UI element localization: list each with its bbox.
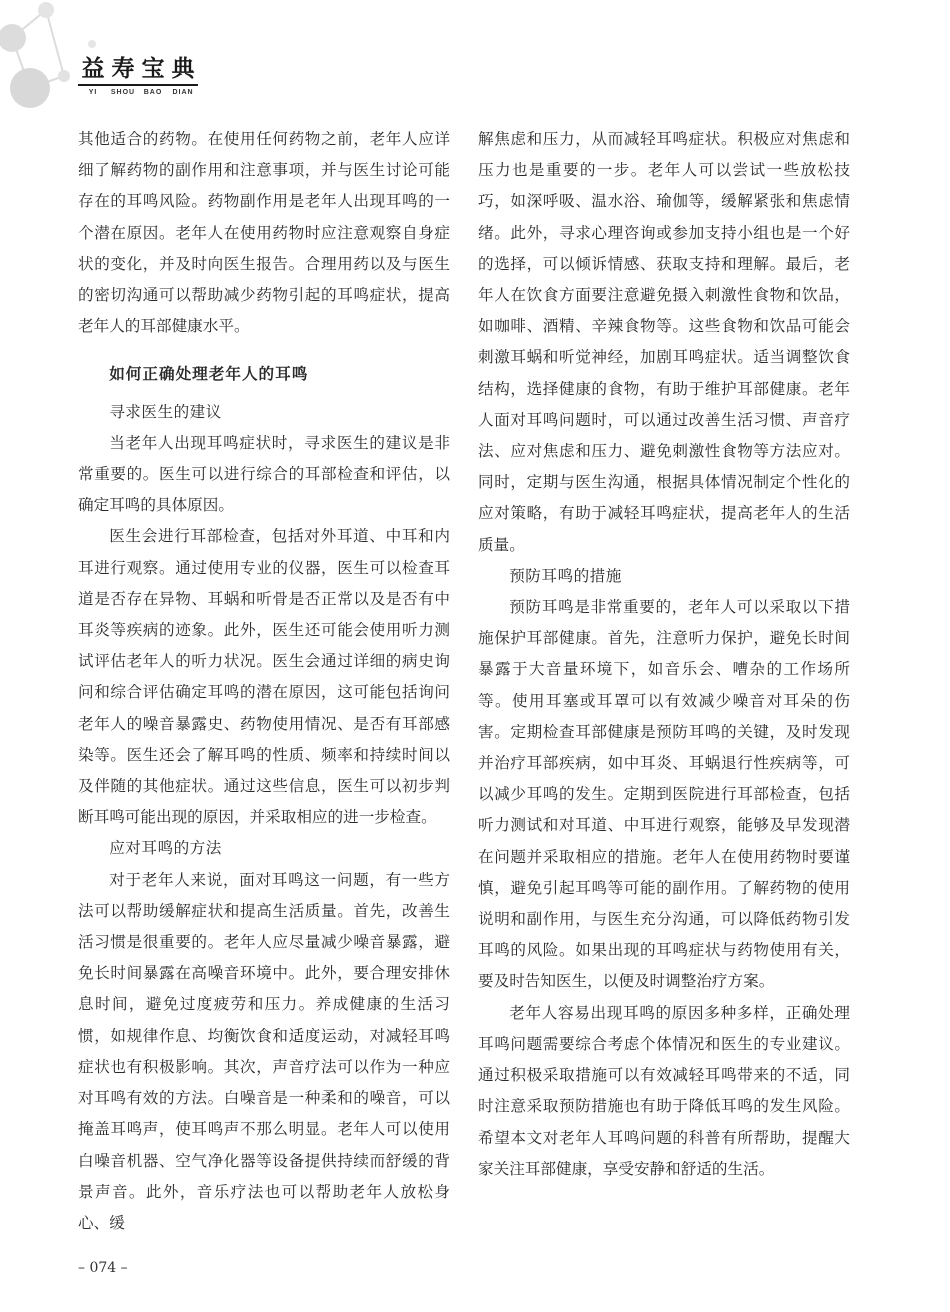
brand-pinyin: [78, 89, 198, 96]
decor-circle: [88, 40, 96, 48]
decor-circle: [58, 70, 70, 82]
brand-title: [78, 54, 198, 86]
pinyin-label: SHOU: [110, 89, 136, 96]
body-paragraph: 医生会进行耳部检查，包括对外耳道、中耳和内耳进行观察。通过使用专业的仪器，医生可以检查耳道是否存在异物、耳蜗和听骨是否正常以及是否有中耳炎等疾病的迹象。此外，医生还可能会使用听力测试评估老年人的听力状况。医生会通过详细的病史询问和综合评估确定耳鸣的潜在原因，这可能包括询问老年人的噪音暴露史、药物使用情况、是否有耳部感染等。医生还会了解耳鸣的性质、频率和持续时间以及伴随的其他症状。通过这些信息，医生可以初步判断耳鸣可能出现的原因，并采取相应的进一步检查。: [78, 527, 450, 827]
brand-char: 益: [78, 54, 108, 86]
subheading: 预防耳鸣的措施: [509, 566, 622, 585]
subheading: 应对耳鸣的方法: [109, 839, 222, 858]
brand-header: [78, 54, 198, 96]
body-paragraph: 当老年人出现耳鸣症状时，寻求医生的建议是非常重要的。医生可以进行综合的耳部检查和评估，以确定耳鸣的具体原因。: [78, 433, 450, 515]
brand-char: 典: [168, 54, 198, 86]
pinyin-label: BAO: [143, 89, 163, 96]
body-paragraph: 其他适合的药物。在使用任何药物之前，老年人应详细了解药物的副作用和注意事项，并与医生讨论可能存在的耳鸣风险。药物副作用是老年人出现耳鸣的一个潜在原因。老年人在使用药物时应注意观察自身症状的变化，并及时向医生报告。合理用药以及与医生的密切沟通可以帮助减少药物引起的耳鸣症状，提高老年人的耳部健康水平。: [78, 130, 450, 336]
left-column: [78, 124, 450, 1239]
section-title: 如何正确处理老年人的耳鸣: [109, 364, 309, 384]
body-paragraph: 老年人容易出现耳鸣的原因多种多样，正确处理耳鸣问题需要综合考虑个体情况和医生的专业建议。通过积极采取措施可以有效减轻耳鸣带来的不适，同时注意采取预防措施也有助于降低耳鸣的发生风险。希望本文对老年人耳鸣问题的科普有所帮助，提醒大家关注耳部健康，享受安静和舒适的生活。: [478, 1003, 850, 1178]
decor-circle: [10, 68, 50, 108]
right-column: [478, 124, 850, 1185]
pinyin-label: DIAN: [172, 89, 194, 96]
body-paragraph: 预防耳鸣是非常重要的，老年人可以采取以下措施保护耳部健康。首先，注意听力保护，避免长时间暴露于大音量环境下，如音乐会、嘈杂的工作场所等。使用耳塞或耳罩可以有效减少噪音对耳朵的伤害。定期检查耳部健康是预防耳鸣的关键，及时发现并治疗耳部疾病，如中耳炎、耳蜗退行性疾病等，可以减少耳鸣的发生。定期到医院进行耳部检查，包括听力测试和对耳道、中耳进行观察，能够及早发现潜在问题并采取相应的措施。老年人在使用药物时要谨慎，避免引起耳鸣等可能的副作用。了解药物的使用说明和副作用，与医生充分沟通，可以降低药物引发耳鸣的风险。如果出现的耳鸣症状与药物使用有关，要及时告知医生，以便及时调整治疗方案。: [478, 598, 850, 991]
brand-char: 寿: [108, 54, 138, 86]
pinyin-label: YI: [88, 89, 98, 96]
decor-circle: [38, 2, 54, 18]
brand-char: 宝: [138, 54, 168, 86]
body-paragraph: 对于老年人来说，面对耳鸣这一问题，有一些方法可以帮助缓解症状和提高生活质量。首先，改善生活习惯是很重要的。老年人应尽量减少噪音暴露，避免长时间暴露在高噪音环境中。此外，要合理安排休息时间，避免过度疲劳和压力。养成健康的生活习惯，如规律作息、均衡饮食和适度运动，对减轻耳鸣症状也有积极影响。其次，声音疗法可以作为一种应对耳鸣有效的方法。白噪音是一种柔和的噪音，可以掩盖耳鸣声，使耳鸣声不那么明显。老年人可以使用白噪音机器、空气净化器等设备提供持续而舒缓的背景声音。此外，音乐疗法也可以帮助老年人放松身心、缓: [78, 870, 450, 1232]
page-number: – 074 –: [78, 1260, 128, 1276]
decor-circle: [0, 24, 26, 52]
subheading: 寻求医生的建议: [109, 402, 222, 421]
body-paragraph: 解焦虑和压力，从而减轻耳鸣症状。积极应对焦虑和压力也是重要的一步。老年人可以尝试一些放松技巧，如深呼吸、温水浴、瑜伽等，缓解紧张和焦虑情绪。此外，寻求心理咨询或参加支持小组也是一个好的选择，可以倾诉情感、获取支持和理解。最后，老年人在饮食方面要注意避免摄入刺激性食物和饮品，如咖啡、酒精、辛辣食物等。这些食物和饮品可能会刺激耳蜗和听觉神经，加剧耳鸣症状。适当调整饮食结构，选择健康的食物，有助于维护耳部健康。老年人面对耳鸣问题时，可以通过改善生活习惯、声音疗法、应对焦虑和压力、避免刺激性食物等方法应对。同时，定期与医生沟通，根据具体情况制定个性化的应对策略，有助于减轻耳鸣症状，提高老年人的生活质量。: [478, 130, 850, 554]
